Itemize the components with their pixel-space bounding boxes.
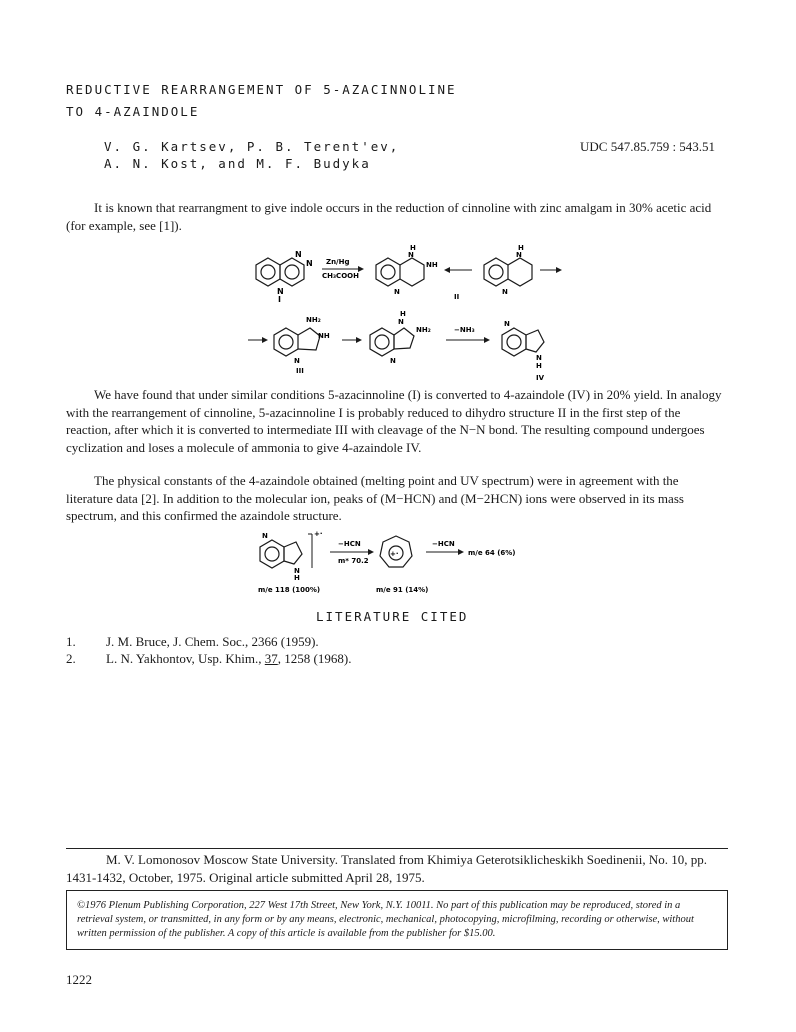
compound-II-atom-h: H [410, 244, 416, 252]
compound-I-atom-n1: N [295, 250, 302, 259]
compound-III-atom-nh2: NH₂ [306, 316, 321, 324]
reagent-minus-nh3: −NH₃ [454, 326, 475, 334]
reference-2-volume: 37 [264, 651, 278, 666]
authors-line-1: V. G. Kartsev, P. B. Terent'ev, [104, 139, 400, 154]
affiliation-footnote: M. V. Lomonosov Moscow State University. Translated from Khimiya Geterotsiklicheskikh Soedinenii, No. 10, pp. 1431-1432, October, 1975. Original article submitted April 28, 1975. [66, 852, 707, 885]
reference-2-text-before: L. N. Yakhontov, Usp. Khim., [106, 651, 265, 666]
compound-IV-atom-h: H [536, 362, 542, 370]
azaindole-ion-structure [260, 530, 323, 582]
fragment-m-e-118: m/e 118 (100%) [258, 586, 321, 594]
copyright-box [66, 890, 728, 950]
compound-I-structure [256, 250, 313, 304]
reference-2 [66, 651, 351, 667]
paragraph-1-text: It is known that rearrangment to give indole occurs in the reduction of cinnoline with zinc amalgam in 30% acetic acid (for example, see [1]). [66, 200, 712, 233]
title-line-1: REDUCTIVE REARRANGEMENT OF 5-AZACINNOLINE [66, 82, 457, 97]
tautomer-atom-n: N [516, 251, 522, 259]
reference-2-text-after: , 1258 (1968). [277, 651, 352, 666]
label-compound-II: II [454, 293, 460, 301]
compound-III-structure [274, 316, 330, 375]
paragraph-3-text: The physical constants of the 4-azaindole obtained (melting point and UV spectrum) were in agreement with the literature data [2]. In addition to the molecular ion, peaks of (M−HCN) and (M−2HCN) ions were observed in its mass spectrum, and this confirmed the azaindole structure. [66, 473, 684, 523]
reagent-acetic-acid: CH₃COOH [322, 272, 359, 280]
compound-II-atom-n5: N [394, 288, 400, 296]
compound-IIIb-atom-n4: N [390, 357, 396, 365]
compound-III-atom-n: N [294, 357, 300, 365]
arrow-minus-hcn-1 [330, 540, 374, 565]
arrow-zn-hg [322, 258, 364, 280]
compound-IV-atom-n1: N [536, 354, 542, 362]
paragraph-2 [66, 386, 728, 456]
reference-1-text: J. M. Bruce, J. Chem. Soc., 2366 (1959). [106, 634, 319, 649]
compound-IV-atom-n4: N [504, 320, 510, 328]
reference-1-number: 1. [66, 634, 76, 649]
ion-atom-n1: N [294, 567, 300, 575]
label-compound-I: I [278, 295, 281, 304]
tropylium-ring-structure [380, 536, 412, 567]
compound-II-atom-n: N [408, 251, 414, 259]
arrow-minus-nh3 [446, 326, 490, 343]
compound-III-atom-nh: NH [318, 332, 330, 340]
title-line-2: TO 4-AZAINDOLE [66, 104, 200, 119]
copyright-text: ©1976 Plenum Publishing Corporation, 227 West 17th Street, New York, N.Y. 10011. No part of this publication may be reproduced, stored in a retrieval system, or transmitted, in any form or by any means, electronic, mechanical, photocopying, microfilming, recording or otherwise, without written permission of the publisher. A copy of this article is available from the publisher for $15.00. [77, 900, 694, 939]
compound-IIIb-atom-h: H [400, 310, 406, 318]
compound-I-atom-n2: N [306, 259, 313, 268]
compound-II-atom-nh: NH [426, 261, 438, 269]
fragment-m-e-64: m/e 64 (6%) [468, 549, 516, 557]
label-minus-hcn-2: −HCN [432, 540, 455, 548]
label-metastable: m* 70.2 [338, 557, 369, 565]
page-number: 1222 [66, 972, 92, 987]
tautomer-atom-n5: N [502, 288, 508, 296]
arrow-minus-hcn-2 [426, 540, 464, 555]
fragmentation-scheme [250, 528, 550, 596]
authors-line-2: A. N. Kost, and M. F. Budyka [104, 156, 371, 171]
udc-code: UDC 547.85.759 : 543.51 [580, 139, 716, 154]
literature-heading: LITERATURE CITED [316, 609, 469, 624]
compound-IIIb-structure [370, 310, 431, 365]
reaction-scheme-1 [240, 242, 570, 382]
radical-cation-sign: +· [314, 530, 323, 538]
compound-II-structure [376, 244, 459, 301]
ring-charge-sign: +· [390, 550, 399, 558]
label-compound-IV: IV [536, 374, 545, 382]
compound-II-tautomer [484, 244, 532, 296]
fragment-m-e-91: m/e 91 (14%) [376, 586, 429, 594]
paragraph-1 [66, 199, 728, 234]
label-compound-III: III [296, 367, 304, 375]
reagent-zn-hg: Zn/Hg [326, 258, 350, 266]
paragraph-3 [66, 472, 728, 525]
paragraph-2-text: We have found that under similar conditions 5-azacinnoline (I) is converted to 4-azaindole (IV) in 20% yield. In analogy with the rearrangement of cinnoline, 5-azacinnoline I is probably reduced to dihydro structure II in the first step of the reaction, after which it is converted to intermediate III with cleavage of the N−N bond. The resulting compound undergoes cyclization and loses a molecule of ammonia to give 4-azaindole IV. [66, 387, 722, 455]
label-minus-hcn-1: −HCN [338, 540, 361, 548]
compound-IIIb-atom-n: N [398, 318, 404, 326]
compound-I-atom-n5: N [277, 287, 284, 296]
ion-atom-n: N [262, 532, 268, 540]
tautomer-atom-h: H [518, 244, 524, 252]
compound-IIIb-atom-nh2: NH₂ [416, 326, 431, 334]
reference-2-number: 2. [66, 651, 76, 666]
compound-IV-structure [502, 320, 545, 382]
footnote-rule [66, 848, 728, 849]
ion-atom-h: H [294, 574, 300, 582]
reference-1 [66, 634, 319, 650]
